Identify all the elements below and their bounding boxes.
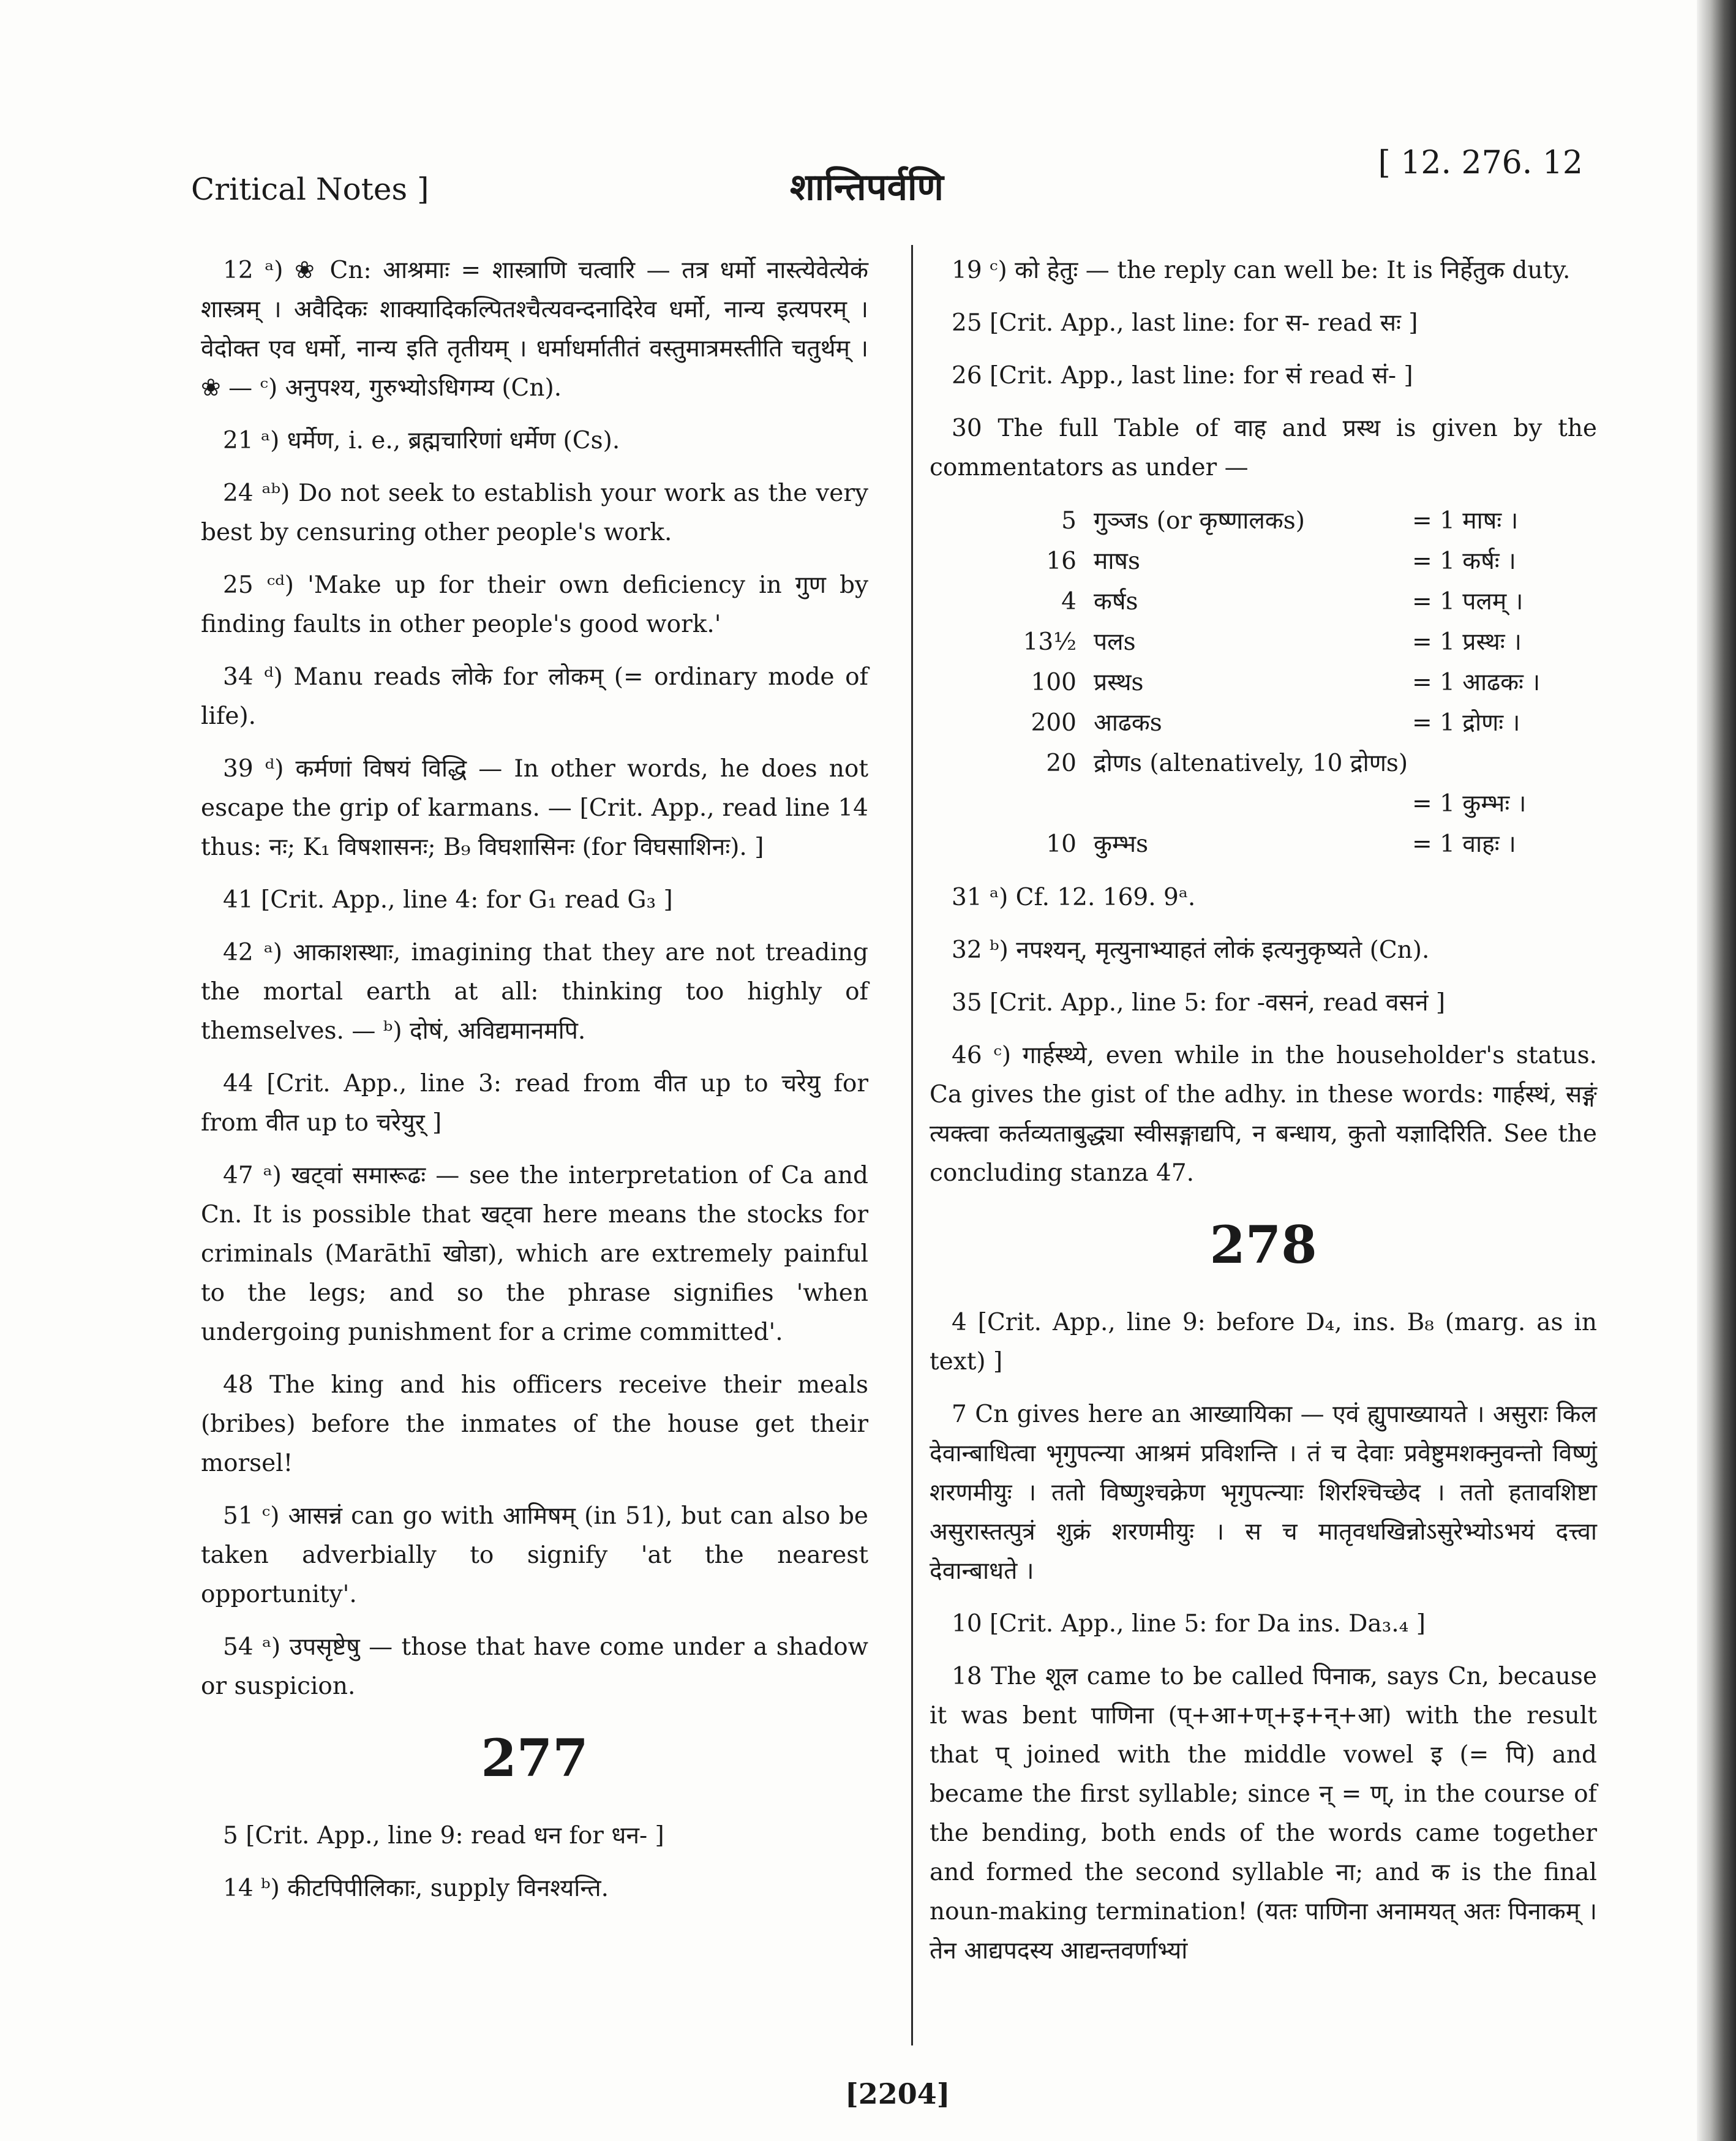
note: 31 ᵃ) Cf. 12. 169. 9ᵃ. <box>952 884 1196 911</box>
note: 34 ᵈ) Manu reads लोके for लोकम् (= ordinary mode of life). <box>201 663 868 730</box>
note: 10 [Crit. App., line 5: for Da ins. Da₃.₄ ] <box>952 1610 1426 1638</box>
note: 14 ᵇ) कीटपिपीलिकाः, supply विनश्यन्ति. <box>223 1875 609 1902</box>
note: 4 [Crit. App., line 9: before D₄, ins. B₈ (marg. as in text) ] <box>930 1309 1597 1375</box>
note: 54 ᵃ) उपसृष्टेषु — those that have come under a shadow or suspicion. <box>201 1633 868 1700</box>
measure-unit: कर्षs <box>1094 588 1138 615</box>
measure-unit: आढकs <box>1094 709 1162 737</box>
measure-count: 13½ <box>1023 628 1077 656</box>
measure-equivalent: = 1 आढकः । <box>1412 669 1541 696</box>
column-divider <box>911 245 913 2045</box>
measure-count: 100 <box>1031 669 1077 696</box>
running-header-left: Critical Notes ] <box>191 171 429 207</box>
note: 19 ᶜ) को हेतुः — the reply can well be: It is निर्हेतुक duty. <box>952 257 1571 284</box>
measure-count: 10 <box>1046 830 1077 858</box>
note: 18 The शूल came to be called पिनाक, says Cn, because it was bent पाणिना (प्+आ+ण्+इ+न्+आ) with the result that प् joined with the middle vowel इ (= पि) and became the first syllable; since न् = ण्, in the course of the bending, both ends of the words came together and formed the second syllable ना; and क is the final noun-making termination! (यतः पाणिना अनामयत् अतः पिनाकम् । तेन आद्यपदस्य आद्यन्तवर्णाभ्यां <box>930 1663 1597 1965</box>
measure-row <box>930 784 1597 824</box>
right-column <box>930 251 1597 1984</box>
measure-count: 16 <box>1046 547 1077 575</box>
measure-count: 20 <box>1046 750 1077 777</box>
measure-row <box>930 743 1597 784</box>
note: 21 ᵃ) धर्मेण, i. e., ब्रह्मचारिणां धर्मेण (Cs). <box>223 427 620 454</box>
note: 48 The king and his officers receive their meals (bribes) before the inmates of the house get their morsel! <box>201 1371 868 1477</box>
note: 7 Cn gives here an आख्यायिका — एवं ह्युपाख्यायते । असुराः किल देवान्बाधित्वा भृगुपत्न्या आश्रमं प्रविशन्ति । तं च देवाः प्रवेष्टुमशक्नुवन्तो विष्णुं शरणमीयुः । ततो विष्णुश्चक्रेण भृगुपत्न्याः शिरश्चिच्छेद । ततो हतावशिष्टा असुरास्तत्पुत्रं शुक्रं शरणमीयुः । स च मातृवधखिन्नोऽसुरेभ्योऽभयं दत्त्वा देवान्बाधते । <box>930 1401 1597 1585</box>
measure-row <box>930 663 1597 703</box>
measure-table <box>930 501 1597 865</box>
measure-count: 4 <box>1061 588 1077 615</box>
note: 51 ᶜ) आसन्नं can go with आमिषम् (in 51), but can also be taken adverbially to signify 'at the nearest opportunity'. <box>201 1502 868 1608</box>
note: 47 ᵃ) खट्वां समारूढः — see the interpretation of Ca and Cn. It is possible that खट्वा here means the stocks for criminals (Marāthī खोडा), which are extremely painful to the legs; and so the phrase signifies 'when undergoing punishment for a crime committed'. <box>201 1162 868 1346</box>
measure-equivalent: = 1 प्रस्थः । <box>1412 628 1522 656</box>
measure-row <box>930 501 1597 541</box>
measure-row <box>930 541 1597 582</box>
note: 24 ᵃᵇ) Do not seek to establish your work as the very best by censuring other people's work. <box>201 480 868 546</box>
page-number: [2204] <box>845 2077 950 2110</box>
note: 35 [Crit. App., line 5: for -वसनं, read वसनं ] <box>952 989 1446 1017</box>
section-heading: 278 <box>1209 1214 1317 1275</box>
note: 12 ᵃ) ❀ Cn: आश्रमाः = शास्त्राणि चत्वारि — तत्र धर्मो नास्त्येवेत्येकं शास्त्रम् । अवैदिकः शाक्यादिकल्पितश्चैत्यवन्दनादिरेव धर्मो, नान्य इत्यपरम् । वेदोक्त एव धर्मो, नान्य इति तृतीयम् । धर्माधर्मातीतं वस्तुमात्रमस्तीति चतुर्थम् । ❀ — ᶜ) अनुपश्य, गुरुभ्योऽधिगम्य (Cn). <box>201 257 868 402</box>
running-header-reference: [ 12. 276. 12 <box>1378 145 1583 181</box>
note: 30 The full Table of वाह and प्रस्थ is given by the commentators as under — <box>930 415 1597 481</box>
measure-unit: कुम्भs <box>1094 830 1149 858</box>
measure-equivalent: = 1 माषः । <box>1412 507 1519 535</box>
note: 44 [Crit. App., line 3: read from वीत up to चरेयु for from वीत up to चरेयुर् ] <box>201 1070 868 1137</box>
note: 42 ᵃ) आकाशस्थाः, imagining that they are not treading the mortal earth at all: thinking too highly of themselves. — ᵇ) दोषं, अविद्यमानमपि. <box>201 939 868 1045</box>
measure-count: 200 <box>1031 709 1077 737</box>
note: 46 ᶜ) गार्हस्थ्ये, even while in the householder's status. Ca gives the gist of the adhy. in these words: गार्हस्थं, सङ्गं त्यक्त्वा कर्तव्यताबुद्ध्या स्वीसङ्गाद्यपि, न बन्धाय, कुतो यज्ञादिरिति. See the concluding stanza 47. <box>930 1042 1597 1187</box>
measure-equivalent: = 1 द्रोणः । <box>1412 709 1520 737</box>
measure-unit: गुञ्जs (or कृष्णालकs) <box>1094 507 1305 535</box>
note: 25 ᶜᵈ) 'Make up for their own deficiency in गुण by finding faults in other people's good work.' <box>201 571 868 638</box>
book-binding-edge <box>1697 0 1736 2141</box>
measure-row <box>930 622 1597 663</box>
measure-equivalent: = 1 कर्षः । <box>1412 547 1516 575</box>
measure-unit: माषs <box>1094 547 1140 575</box>
note: 32 ᵇ) नपश्यन्, मृत्युनाभ्याहतं लोकं इत्यनुकृष्यते (Cn). <box>952 936 1430 964</box>
measure-equivalent: = 1 कुम्भः । <box>1412 790 1527 818</box>
measure-row <box>930 582 1597 622</box>
note: 41 [Crit. App., line 4: for G₁ read G₃ ] <box>223 886 673 914</box>
measure-unit: पलs <box>1094 628 1136 656</box>
running-header-title: शान्तिपर्वणि <box>790 166 944 209</box>
measure-row <box>930 824 1597 865</box>
section-heading: 277 <box>481 1728 588 1788</box>
left-column <box>201 251 868 1922</box>
note: 26 [Crit. App., last line: for सं read सं- ] <box>952 362 1413 389</box>
measure-unit: द्रोणs (altenatively, 10 द्रोणs) <box>1094 750 1408 777</box>
measure-equivalent: = 1 पलम् । <box>1412 588 1524 615</box>
note: 25 [Crit. App., last line: for स- read सः ] <box>952 309 1418 337</box>
note: 39 ᵈ) कर्मणां विषयं विद्धि — In other words, he does not escape the grip of karmans. — [Crit. App., read line 14 thus: नः; K₁ विषशासनः; B₉ विघशासिनः (for विघसाशिनः). ] <box>201 755 868 861</box>
measure-row <box>930 703 1597 743</box>
measure-equivalent: = 1 वाहः । <box>1412 830 1516 858</box>
note: 5 [Crit. App., line 9: read धन for धन- ] <box>223 1822 664 1849</box>
measure-count: 5 <box>1061 507 1077 535</box>
measure-unit: प्रस्थs <box>1094 669 1144 696</box>
